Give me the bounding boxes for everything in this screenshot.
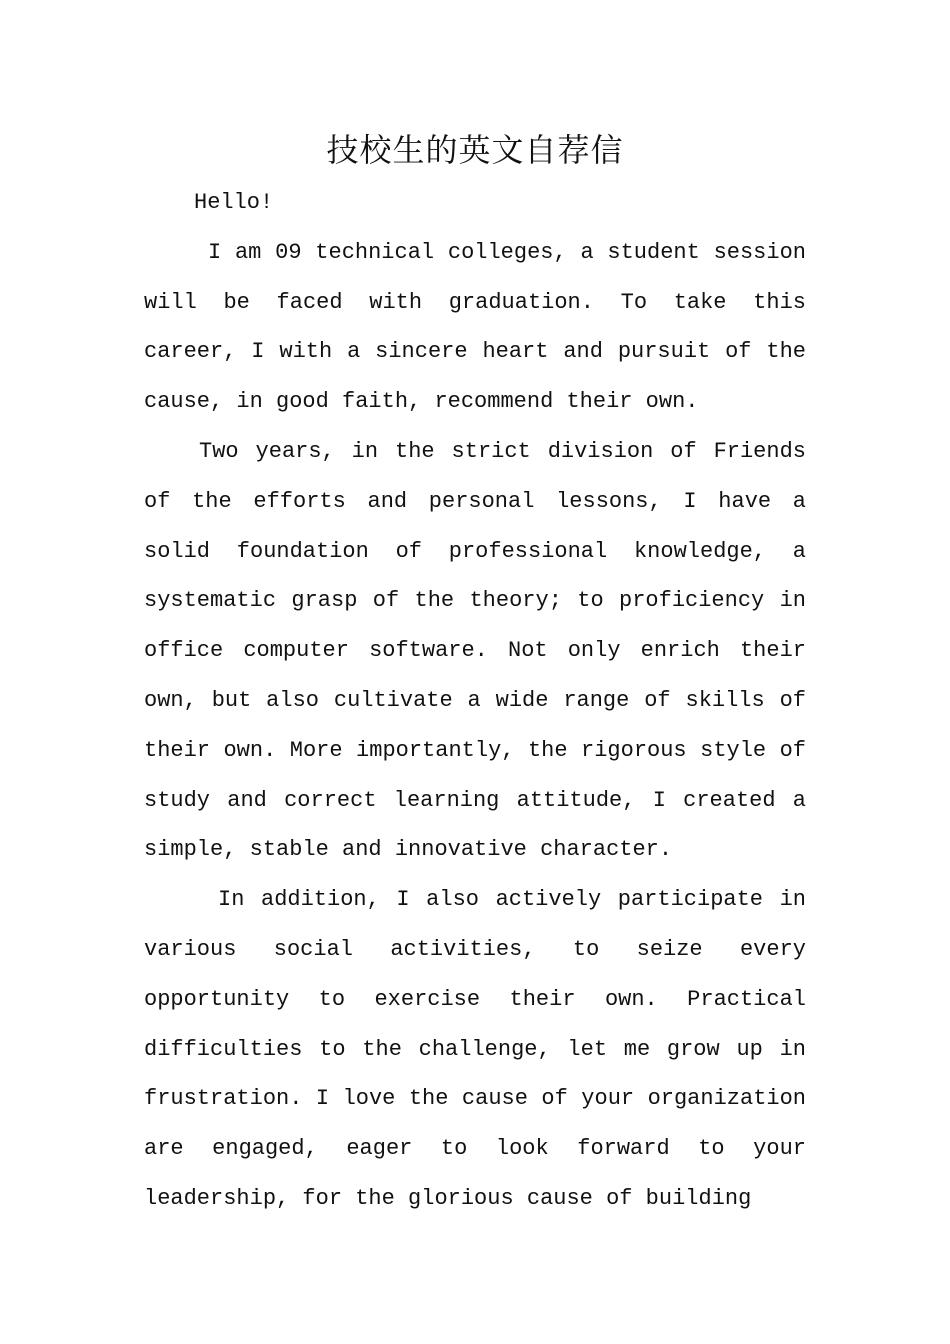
document-title: 技校生的英文自荐信 [326, 131, 624, 169]
paragraph-2: Two years, in the strict division of Friends of the efforts and personal lessons, I have a solid foundation of professional knowledge, a systematic grasp of the theory; to proficiency in office computer software. Not only enrich their own, but also cultivate a wide range of skills of their own. More importantly, the rigorous style of study and correct learning attitude, I created a simple, stable and innovative character. [144, 438, 806, 863]
paragraph-1: I am 09 technical colleges, a student session will be faced with graduation. To take this career, I with a sincere heart and pursuit of the cause, in good faith, recommend their own. [144, 239, 806, 415]
letter-body [144, 178, 806, 1224]
paragraph-3: In addition, I also actively participate in various social activities, to seize every opportunity to exercise their own. Practical difficulties to the challenge, let me grow up in frustration. I love the cause of your organization are engaged, eager to look forward to your leadership, for the glorious cause of building [144, 887, 806, 1211]
greeting: Hello! [194, 190, 274, 215]
